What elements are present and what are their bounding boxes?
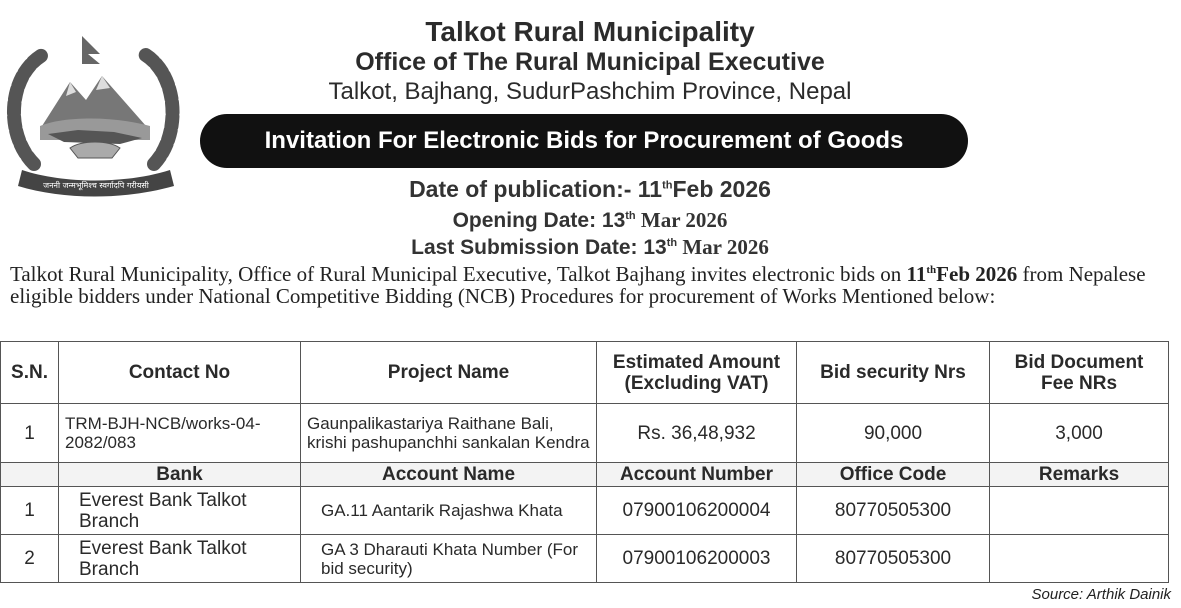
- header-amount: Estimated Amount (Excluding VAT): [597, 342, 797, 404]
- account-name: GA.11 Aantarik Rajashwa Khata: [301, 487, 597, 535]
- municipality-title: Talkot Rural Municipality: [425, 16, 755, 47]
- remarks: [990, 487, 1169, 535]
- row-amount: Rs. 36,48,932: [597, 404, 797, 463]
- bank-header-row: [1, 463, 1169, 487]
- row-project: Gaunpalikastariya Raithane Bali, krishi pashupanchhi sankalan Kendra: [301, 404, 597, 463]
- row-security: 90,000: [797, 404, 990, 463]
- bank-row-sn: 2: [1, 535, 59, 583]
- office-code: 80770505300: [797, 535, 990, 583]
- office-code: 80770505300: [797, 487, 990, 535]
- publication-date: Date of publication:- 11thFeb 2026: [409, 176, 771, 202]
- table-row: [1, 404, 1169, 463]
- header-sn: S.N.: [1, 342, 59, 404]
- bank-row: [1, 487, 1169, 535]
- account-name: GA 3 Dharauti Khata Number (For bid security): [301, 535, 597, 583]
- row-fee: 3,000: [990, 404, 1169, 463]
- row-sn: 1: [1, 404, 59, 463]
- header-fee: Bid Document Fee NRs: [990, 342, 1169, 404]
- bank-name: Everest Bank Talkot Branch: [59, 487, 301, 535]
- bank-row: [1, 535, 1169, 583]
- remarks: [990, 535, 1169, 583]
- table-header-row: [1, 342, 1169, 404]
- intro-paragraph: Talkot Rural Municipality, Office of Rural Municipal Executive, Talkot Bajhang invites electronic bids on 11thFeb 2026 from Nepalese eligible bidders under National Competitive Bidding (NCB) Procedures for procurement of Works Mentioned below:: [10, 262, 1146, 308]
- header-remarks: Remarks: [990, 463, 1169, 487]
- header-project: Project Name: [301, 342, 597, 404]
- opening-date: Opening Date: 13th Mar 2026: [452, 208, 728, 232]
- nepal-emblem-icon: [4, 34, 184, 199]
- account-number: 07900106200004: [597, 487, 797, 535]
- header-contact: Contact No: [59, 342, 301, 404]
- account-number: 07900106200003: [597, 535, 797, 583]
- row-contact: TRM-BJH-NCB/works-04-2082/083: [59, 404, 301, 463]
- emblem-motto: जननी जन्मभूमिश्च स्वर्गादपि गरीयसी: [43, 181, 149, 190]
- submission-date: Last Submission Date: 13th Mar 2026: [411, 235, 769, 259]
- header-bank: Bank: [59, 463, 301, 487]
- source-credit: Source: Arthik Dainik: [1031, 586, 1171, 603]
- header-account-number: Account Number: [597, 463, 797, 487]
- bank-row-sn: 1: [1, 487, 59, 535]
- header-security: Bid security Nrs: [797, 342, 990, 404]
- notice-banner: Invitation For Electronic Bids for Procurement of Goods: [200, 114, 968, 168]
- procurement-table: [0, 341, 1169, 583]
- office-title: Office of The Rural Municipal Executive: [355, 48, 825, 76]
- header-office-code: Office Code: [797, 463, 990, 487]
- header-account-name: Account Name: [301, 463, 597, 487]
- bank-name: Everest Bank Talkot Branch: [59, 535, 301, 583]
- address: Talkot, Bajhang, SudurPashchim Province, Nepal: [328, 78, 852, 105]
